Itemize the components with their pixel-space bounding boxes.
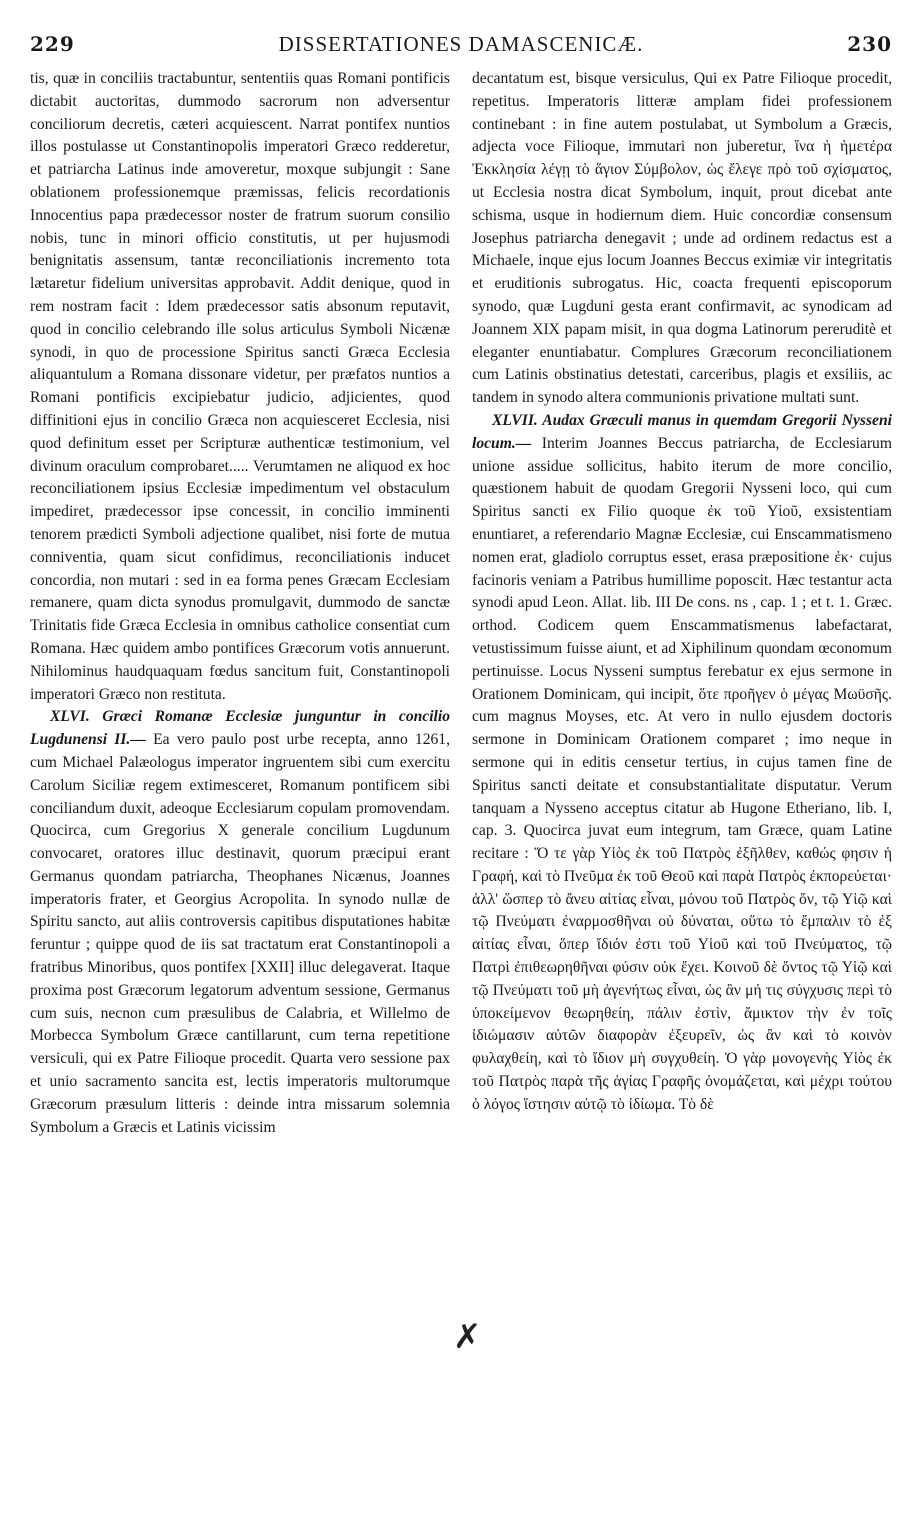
running-header	[30, 32, 892, 66]
section-47-text: Interim Joannes Beccus patriarcha, de Ecclesiarum unione assidue sollicitus, habito iterum de more concilio, quæstionem habuit de quodam Gregorii Nysseni loco, qui cum Spiritus sancti ex Filio quoque ἐκ τοῦ Υἱοῦ, exsistentiam enuntiaret, a referendario Magnæ Ecclesiæ, cui Enscammatismeno nomen erat, gladiolo corruptus esset, erasa præpositione ἐκ· cujus facinoris veniam a Patribus humillime poposcit. Hæc testantur acta synodi apud Leon. Allat. lib. III De cons. ns , cap. 1 ; et t. 1. Græc. orthod. Codicem quem Enscammatismenus labefactarat, vetustissimum fuisse aiunt, et ad Xiphilinum quondam œconomum pertinuisse. Locus Nysseni sumptus ferebatur ex ejus sermone in Orationem Dominicam, qui incipit, ὅτε προῆγεν ὁ μέγας Μωϋσῆς. cum magnus Moyses, etc. At vero in nullo ejusdem doctoris sermone in Dominicam Orationem comparet ; imo neque in sermone qui in editis censetur tertius, in cujus tamen fine de Spiritus sancti deitate et consubstantialitate disputatur. Verum tanquam a Nysseno acceptus citatur ab Hugone Etheriano, lib. I, cap. 3. Quocirca juvat eum integrum, tam Græce, quam Latine recitare : Ὅ τε γὰρ Υἱὸς ἐκ τοῦ Πατρὸς ἐξῆλθεν, καθώς φησιν ἡ Γραφή, καὶ τὸ Πνεῦμα ἐκ τοῦ Θεοῦ καὶ παρὰ Πατρὸς ἐκπορεύεται· ἀλλ' ὥσπερ τὸ ἄνευ αἰτίας εἶναι, μόνου τοῦ Πατρὸς ὄν, τῷ Υἱῷ καὶ τῷ Πνεύματι ἐναρμοσθῆναι οὐ δύναται, οὕτω τὸ ἔμπαλιν τὸ ἐξ αἰτίας εἶναι, ὅπερ ἴδιόν ἐστι τοῦ Υἱοῦ καὶ τοῦ Πνεύματος, τῷ Πατρὶ ἐπιθεωρηθῆναι φύσιν οὐκ ἔχει. Κοινοῦ δὲ ὄντος τῷ Υἱῷ καὶ τῷ Πνεύματι τοῦ μὴ ἀγενήτως εἶναι, ὡς ἂν μή τις σύγχυσις περὶ τὸ ὑποκείμενον θεωρηθείη, πάλιν ἐστὶν, ἄμικτον τὴν ἐν τοῖς ἰδιώμασιν αὐτῶν διαφορὰν ἐξευρεῖν, ὡς ἂν καὶ τὸ κοινὸν φυλαχθείη, καὶ τὸ ἴδιον μὴ συγχυθείη. Ὁ γὰρ μονογενὴς Υἱὸς ἐκ τοῦ Πατρὸς παρὰ τῆς ἁγίας Γραφῆς ὀνομάζεται, καὶ μέχρι τούτου ὁ λόγος ἵστησιν αὐτῷ τὸ ἰδίωμα. Τὸ δὲ	[472, 434, 892, 1113]
left-column	[30, 68, 450, 1139]
section-47	[472, 410, 892, 1117]
text-columns	[30, 68, 892, 1139]
paragraph-continuation: tis, quæ in conciliis tractabuntur, sententiis quas Romani pontificis dictabit auctoritas, dummodo sacrorum non adversentur conciliorum decretis, cæteri acquiescent. Narrat pontifex nuntios illos postulasse ut Constantinopolis imperatori Græco redderetur, et patriarcha Latinus inde amoveretur, moxque subjungit : Sane oblationem professionemque præmissas, felicis recordationis Innocentius papa prædecessor noster de fratrum suorum consilio nobis, tunc in minori officio constitutis, ut per hujusmodi benignitatis assensum, tantæ reconciliationis incremento tota lætaretur fidelium universitas approbavit. Addit denique, quod in rem nostram facit : Idem prædecessor satis absonum reputavit, quod in concilio celebrando ille solus articulus Symboli Nicænæ synodi, in quo de processione Spiritus sancti Græca Ecclesia aliquantulum a Romana dissonare videtur, per præfatos nuntios a Romani pontificis excipiebatur judicio, adjicientes, quod diffinitioni ejus in concilio Græca non acquiesceret Ecclesia, nisi quod definitum esset per Scripturæ authenticæ testimonium, vel divinum oraculum comprobaret..... Verumtamen ne aliquod ex hoc reconciliationem ipsius Ecclesiæ impedimentum vel obstaculum impediret, prædecessor ipse concessit, in concilio imminenti tenorem prædicti Symboli adjectione qualibet, nisi forte de mutua conniventia, quam sicut confidimus, reconciliationis inducet concordia, non mutari : sed in ea forma penes Græcam Ecclesiam remanere, quam dicta synodus promulgavit, dummodo de sanctæ Trinitatis fide Græca Ecclesia in omnibus catholice consentiat cum Romana. Hæc quidem ambo pontifices Græcorum votis annuerunt. Nihilominus haudquaquam fœdus sancitum fuit, Constantinopoli imperatori Græco non restituta.	[30, 70, 450, 703]
section-46	[30, 706, 450, 1139]
paragraph-continuation-right: decantatum est, bisque versiculus, Qui ex Patre Filioque procedit, repetitus. Imperatoris litteræ amplam fidei professionem continebant : in fine autem postulabat, ut Symbolum a Græcis, adjecta voce Filioque, immutari non juberetur, ἵνα ἡ ἡμετέρα Ἐκκλησία λέγῃ τὸ ἅγιον Σύμβολον, ὡς ἔλεγε πρὸ τοῦ σχίσματος, ut Ecclesia nostra dicat Symbolum, inquit, prout dicebat ante schisma, usque in hodiernum diem. Huic concordiæ consensum Josephus patriarcha denegavit ; unde ad ordinem redactus est a Michaele, inque ejus locum Joannes Beccus eximiæ vir integritatis et eruditionis subrogatus. Hic, coacta frequenti episcoporum synodo, quæ Lugduni gesta erant confirmavit, ac synodicam ad Joannem XIX papam misit, in qua dogma Latinorum pereruditè et eleganter enuntiabatur. Complures Græcorum reconciliationem cum Latinis obstinatius detestati, carceribus, plagis et exsiliis, ac tandem in synodo altera communionis privatione multati sunt.	[472, 70, 892, 407]
handwritten-margin-mark: ✗	[453, 1317, 482, 1357]
section-46-title: XLVI. Græci Romanæ Ecclesiæ junguntur in concilio Lugdunensi II.—	[30, 708, 450, 749]
right-column	[472, 68, 892, 1139]
section-46-text: Ea vero paulo post urbe recepta, anno 1261, cum Michael Palæologus imperator ingruentem sibi cum exercitu Carolum Siciliæ regem extimesceret, Romanum pontificem sibi conciliandum duxit, adeoque Ecclesiarum copulam promovendam. Quocirca, cum Gregorius X generale concilium Lugdunum convocaret, oratores illuc destinavit, quorum præcipui erant Germanus quondam patriarcha, Theophanes Nicænus, Joannes imperatoris frater, et Georgius Acropolita. In synodo nullæ de Spiritu sancto, aut aliis controversis capitibus disputationes habitæ feruntur ; quippe quod de iis sat tractatum erat Constantinopoli a fratribus Minoribus, quos pontifex [XXII] illuc delegaverat. Itaque proxima post Græcorum legatorum adventum sessione, Germanus cum suis, necnon cum præsulibus de Calabria, et Willelmo de Morbecca Symbolum Græce cantillarunt, cum terna repetitione versiculi, qui ex Patre Filioque procedit. Quarta vero sessione pax et unio sacramento sancita est, lectis imperatoris multorumque Græcorum præsulum litteris : deinde intra missarum solemnia Symbolum a Græcis et Latinis vicissim	[30, 731, 450, 1136]
section-47-title: XLVII. Audax Græculi manus in quemdam Gregorii Nysseni locum.—	[472, 411, 892, 452]
right-page-number: 230	[847, 32, 892, 56]
left-page-number: 229	[30, 32, 75, 56]
running-title: DISSERTATIONES DAMASCENICÆ.	[278, 32, 644, 56]
